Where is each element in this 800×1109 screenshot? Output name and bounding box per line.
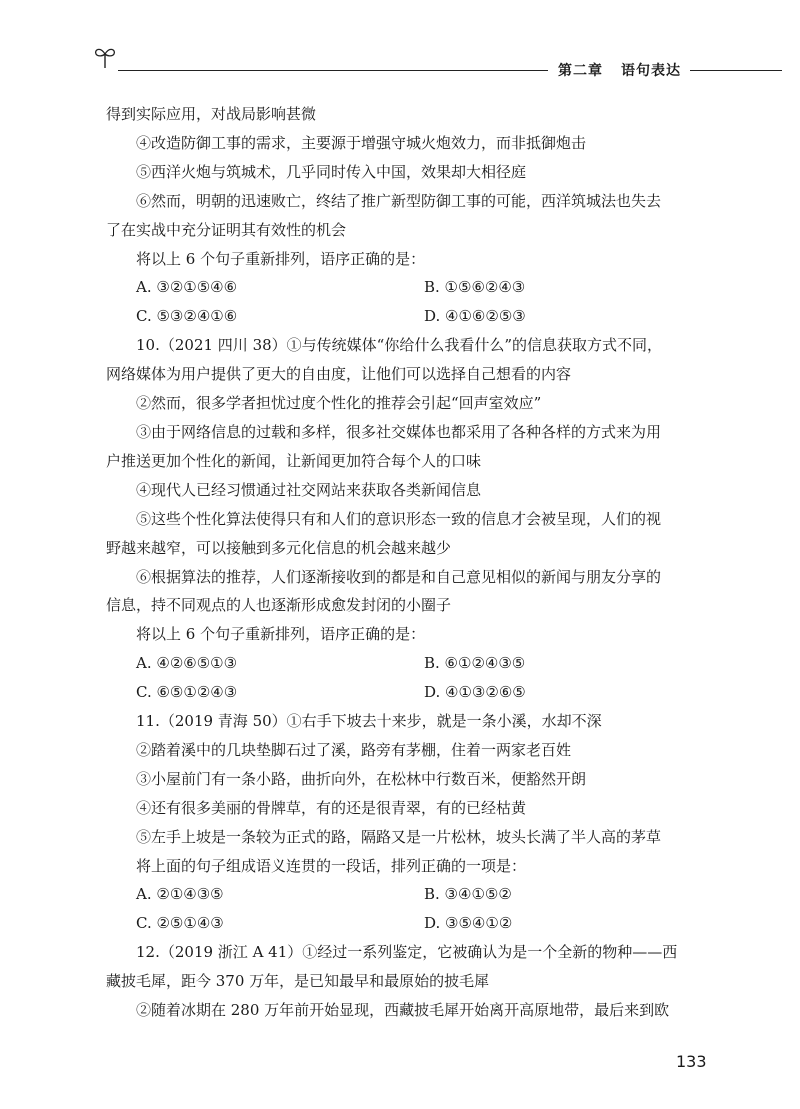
text-line: ④还有很多美丽的骨牌草，有的还是很青翠，有的已经枯黄 xyxy=(136,798,527,817)
header-rule-left xyxy=(118,70,548,71)
header-rule-right xyxy=(690,70,782,71)
question-prompt: 将上面的句子组成语义连贯的一段话，排列正确的一项是： xyxy=(136,856,527,875)
header-title xyxy=(558,60,699,80)
text-line: ③由于网络信息的过载和多样，很多社交媒体也都采用了各种各样的方式来为用 xyxy=(136,422,662,441)
text-line: ④现代人已经习惯通过社交网站来获取各类新闻信息 xyxy=(136,480,482,499)
text-line: ⑤西洋火炮与筑城术，几乎同时传入中国，效果却大相径庭 xyxy=(136,162,527,181)
text-line: 信息，持不同观点的人也逐渐形成愈发封闭的小圈子 xyxy=(106,596,452,615)
text-line: 了在实战中充分证明其有效性的机会 xyxy=(106,220,347,239)
question-12-title: 12.（2019 浙江 A 41）①经过一系列鉴定，它被确认为是一个全新的物种——西 xyxy=(136,943,678,962)
option-d: D. ④①③②⑥⑤ xyxy=(424,683,526,702)
question-10-title: 10.（2021 四川 38）①与传统媒体“你给什么我看什么”的信息获取方式不同， xyxy=(136,336,662,355)
text-line: ⑥根据算法的推荐，人们逐渐接收到的都是和自己意见相似的新闻与朋友分享的 xyxy=(136,567,662,586)
page-header xyxy=(0,0,800,90)
page-body xyxy=(106,100,700,1025)
text-line: ④改造防御工事的需求，主要源于增强守城火炮效力，而非抵御炮击 xyxy=(136,133,587,152)
page-number: 133 xyxy=(676,1052,707,1071)
text-line: ②踏着溪中的几块垫脚石过了溪，路旁有茅棚，住着一两家老百姓 xyxy=(136,740,572,759)
text-line: ②随着冰期在 280 万年前开始显现，西藏披毛犀开始离开高原地带，最后来到欧 xyxy=(136,1001,670,1020)
option-b: B. ③④①⑤② xyxy=(424,885,512,904)
options-row xyxy=(106,678,700,707)
text-line: 藏披毛犀，距今 370 万年，是已知最早和最原始的披毛犀 xyxy=(106,972,490,991)
text-line: ②然而，很多学者担忧过度个性化的推荐会引起“回声室效应” xyxy=(136,394,542,413)
option-c: C. ⑤③②④①⑥ xyxy=(136,307,238,326)
options-row xyxy=(106,880,700,909)
text-line: 野越来越窄，可以接触到多元化信息的机会越来越少 xyxy=(106,538,452,557)
option-d: D. ④①⑥②⑤③ xyxy=(424,307,526,326)
text-line: ③小屋前门有一条小路，曲折向外，在松林中行数百米，便豁然开朗 xyxy=(136,769,587,788)
option-b: B. ⑥①②④③⑤ xyxy=(424,654,526,673)
question-11-title: 11.（2019 青海 50）①右手下坡去十来步，就是一条小溪，水却不深 xyxy=(136,712,602,731)
text-line: 户推送更加个性化的新闻，让新闻更加符合每个人的口味 xyxy=(106,451,482,470)
options-row xyxy=(106,649,700,678)
question-prompt: 将以上 6 个句子重新排列，语序正确的是： xyxy=(136,625,426,644)
question-prompt: 将以上 6 个句子重新排列，语序正确的是： xyxy=(136,249,426,268)
option-a: A. ③②①⑤④⑥ xyxy=(136,278,238,297)
text-line: ⑤左手上坡是一条较为正式的路，隔路又是一片松林，坡头长满了半人高的茅草 xyxy=(136,827,662,846)
chapter-label: 第二章 xyxy=(558,63,603,79)
option-d: D. ③⑤④①② xyxy=(424,914,513,933)
options-row xyxy=(106,273,700,302)
options-row xyxy=(106,909,700,938)
text-line: 得到实际应用，对战局影响甚微 xyxy=(106,105,317,123)
option-c: C. ⑥⑤①②④③ xyxy=(136,683,238,702)
text-line: 网络媒体为用户提供了更大的自由度，让他们可以选择自己想看的内容 xyxy=(106,365,572,384)
text-line: ⑥然而，明朝的迅速败亡，终结了推广新型防御工事的可能，西洋筑城法也失去 xyxy=(136,191,662,210)
option-b: B. ①⑤⑥②④③ xyxy=(424,278,526,297)
option-a: A. ②①④③⑤ xyxy=(136,885,224,904)
option-a: A. ④②⑥⑤①③ xyxy=(136,654,238,673)
option-c: C. ②⑤①④③ xyxy=(136,914,224,933)
options-row xyxy=(106,302,700,331)
section-label: 语句表达 xyxy=(621,63,681,79)
text-line: ⑤这些个性化算法使得只有和人们的意识形态一致的信息才会被呈现，人们的视 xyxy=(136,509,662,528)
sprout-icon xyxy=(92,44,118,70)
